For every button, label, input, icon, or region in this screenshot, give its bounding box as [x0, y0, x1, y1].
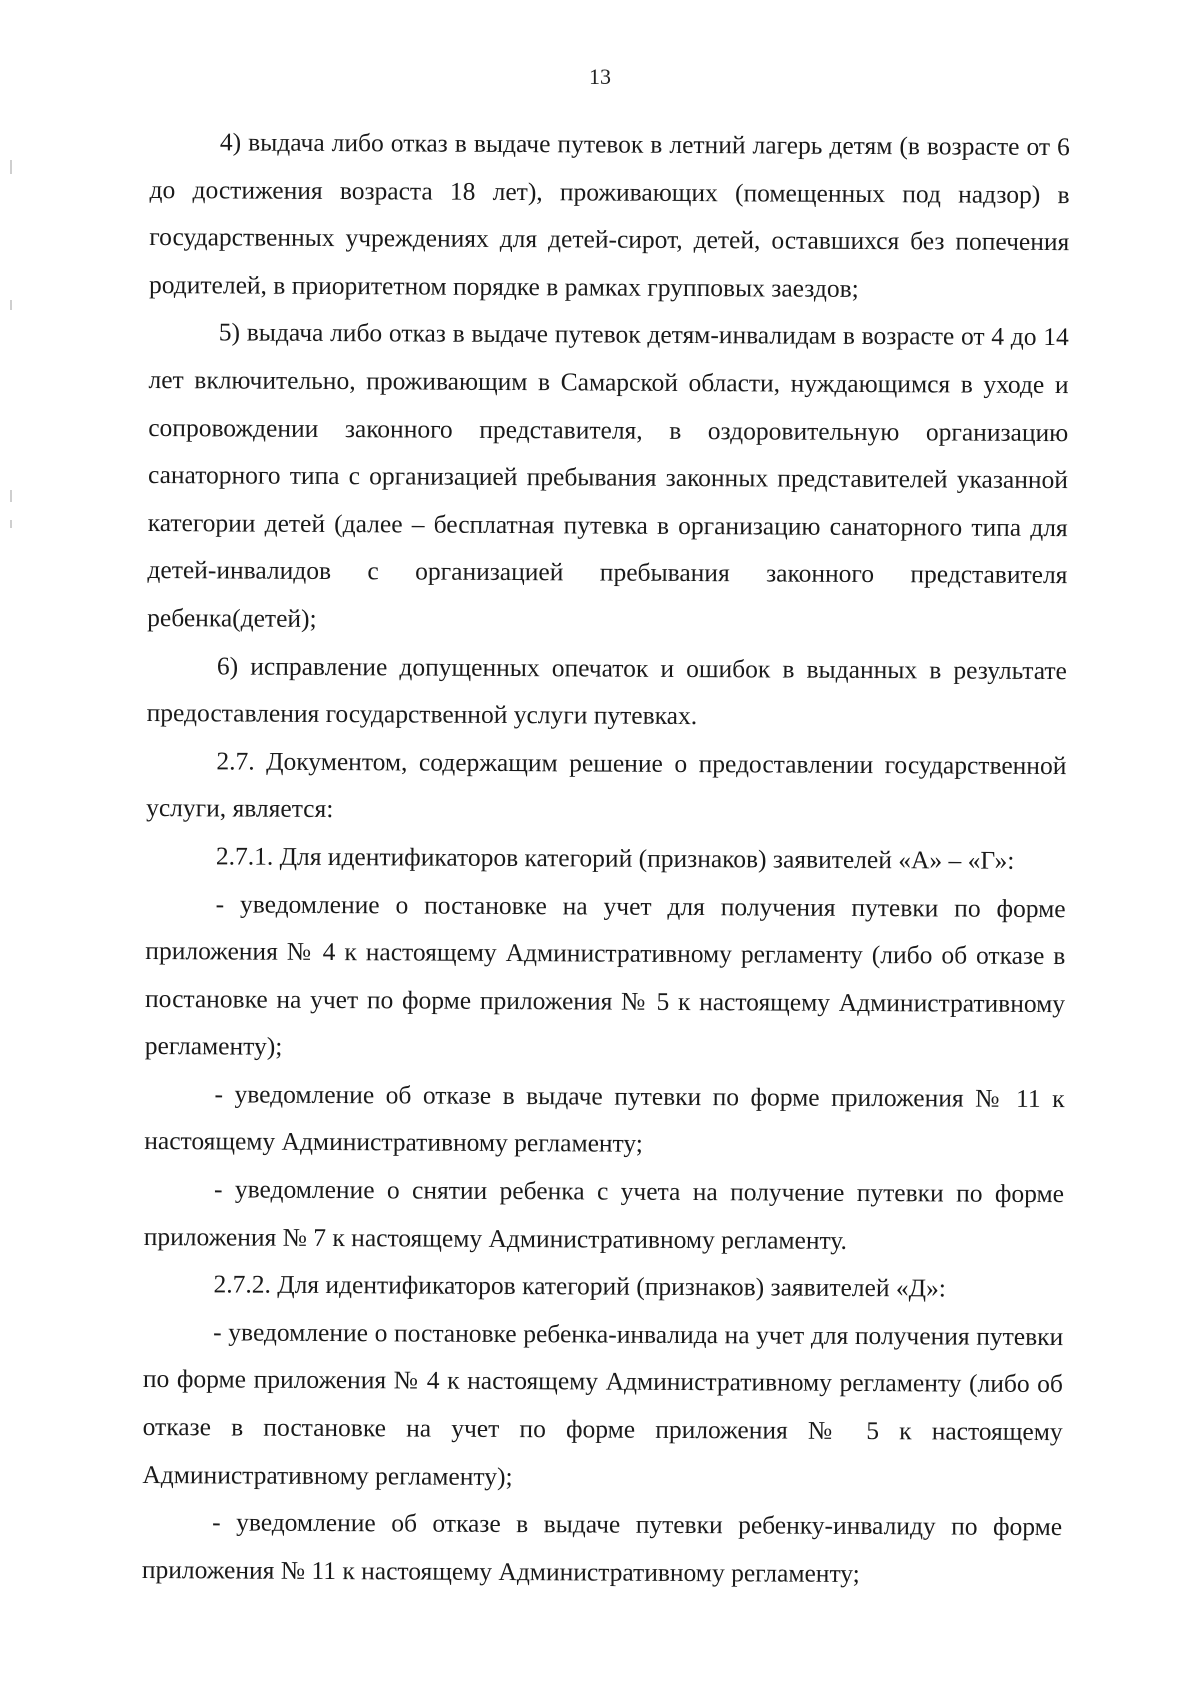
scan-margin-marks [0, 0, 30, 1696]
paragraph-item-6: 6) исправление допущенных опечаток и ошибок в выданных в результате предоставления государственной услуги путевках. [146, 650, 1068, 731]
paragraph-2-7-1: 2.7.1. Для идентификаторов категорий (признаков) заявителей «А» – «Г»: [215, 841, 1015, 875]
paragraph-item-5: 5) выдача либо отказ в выдаче путевок детям-инвалидам в возрасте от 4 до 14 лет включительно, проживающим в Самарской области, нуждающимся в уходе и сопровождении законного представителя, в оздоровительную организацию санаторного типа с организацией пребывания законных представителей указанной категории детей (далее – бесплатная путевка в организацию санаторного типа для детей-инвалидов с организацией пребывания законного представителя ребенка(детей); [147, 317, 1069, 633]
paragraph-bullet-disabled-registration: - уведомление о постановке ребенка-инвалида на учет для получения путевки по форме приложения № 4 к настоящему Административному регламенту (либо об отказе в постановке на учет по форме приложения № 5 к настоящему Административному регламенту); [142, 1317, 1064, 1491]
paragraph-bullet-notice-deregistration: - уведомление о снятии ребенка с учета на получение путевки по форме приложения № 7 к настоящему Административному регламенту. [143, 1174, 1065, 1255]
paragraph-bullet-notice-refusal: - уведомление об отказе в выдаче путевки по форме приложения № 11 к настоящему Административному регламенту; [144, 1079, 1065, 1159]
paragraph-2-7: 2.7. Документом, содержащим решение о предоставлении государственной услуги, является: [146, 746, 1067, 824]
paragraph-bullet-notice-registration: - уведомление о постановке на учет для получения путевки по форме приложения № 4 к настоящему Административному регламенту (либо об отказе в постановке на учет по форме приложения № 5 к настоящему Административному регламенту); [144, 888, 1066, 1062]
paragraph-bullet-disabled-refusal: - уведомление об отказе в выдаче путевки ребенку-инвалиду по форме приложения № 11 к настоящему Административному регламенту; [141, 1507, 1063, 1588]
paragraph-2-7-2: 2.7.2. Для идентификаторов категорий (признаков) заявителей «Д»: [213, 1269, 946, 1303]
page-number: 13 [589, 64, 611, 89]
paragraph-item-4: 4) выдача либо отказ в выдаче путевок в летний лагерь детям (в возрасте от 6 до достижения возраста 18 лет), проживающих (помещенных под надзор) в государственных учреждениях для детей-сирот, детей, оставшихся без попечения родителей, в приоритетном порядке в рамках групповых заездов; [148, 127, 1070, 303]
document-body [142, 118, 1070, 1599]
